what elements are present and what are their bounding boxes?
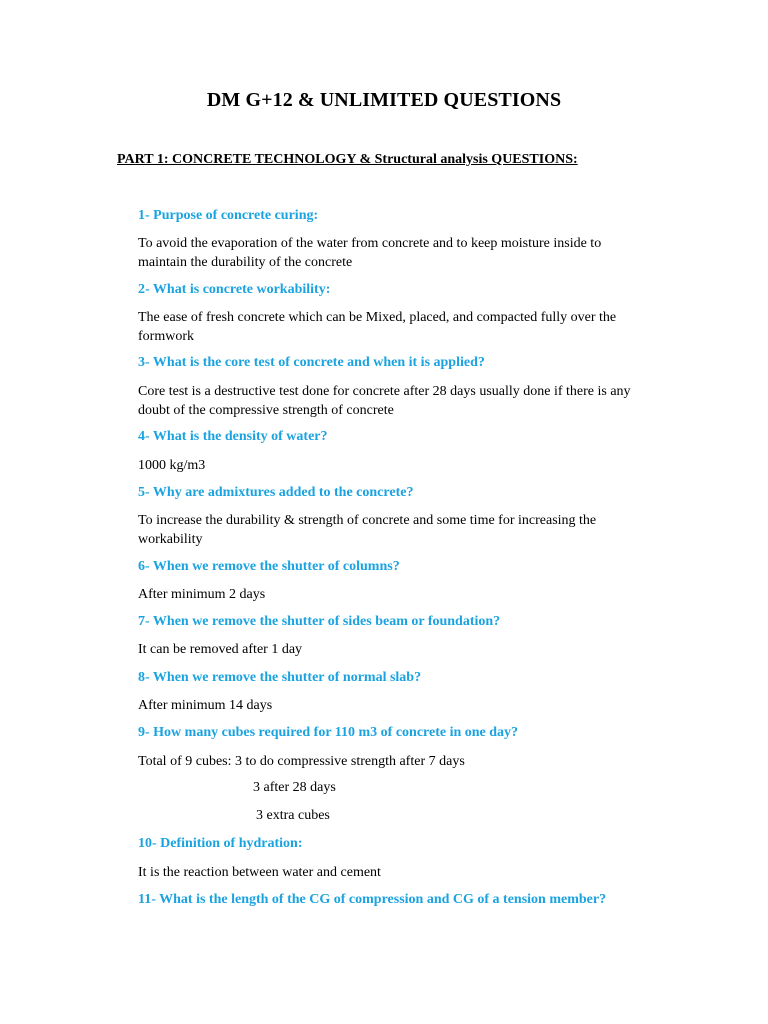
answer-10 <box>138 863 648 882</box>
answer-2 <box>138 308 648 346</box>
document-title: DM G+12 & UNLIMITED QUESTIONS <box>206 89 562 111</box>
question-5: 5- Why are admixtures added to the concrete? <box>138 485 414 500</box>
question-1: 1- Purpose of concrete curing: <box>138 208 319 223</box>
answer-line: It can be removed after 1 day <box>138 642 303 657</box>
answer-9-extra-line: 3 after 28 days <box>253 780 336 795</box>
answer-line: It is the reaction between water and cement <box>138 865 381 880</box>
answer-line: After minimum 14 days <box>138 698 273 713</box>
question-11: 11- What is the length of the CG of compression and CG of a tension member? <box>138 892 607 907</box>
question-9: 9- How many cubes required for 110 m3 of concrete in one day? <box>138 725 519 740</box>
answer-9 <box>138 752 648 771</box>
question-2: 2- What is concrete workability: <box>138 282 331 297</box>
answer-9-extra-line: 3 extra cubes <box>256 808 330 823</box>
answer-line: The ease of fresh concrete which can be Mixed, placed, and compacted fully over the <box>138 310 617 325</box>
answer-line: To avoid the evaporation of the water from concrete and to keep moisture inside to <box>138 236 602 251</box>
answer-line: doubt of the compressive strength of concrete <box>138 403 394 418</box>
question-3: 3- What is the core test of concrete and when it is applied? <box>138 355 485 370</box>
answer-6 <box>138 585 648 604</box>
answer-8 <box>138 696 648 715</box>
question-4: 4- What is the density of water? <box>138 429 328 444</box>
question-7: 7- When we remove the shutter of sides beam or foundation? <box>138 614 501 629</box>
answer-line: After minimum 2 days <box>138 587 266 602</box>
part-heading: PART 1: CONCRETE TECHNOLOGY & Structural analysis QUESTIONS: <box>117 152 578 167</box>
answer-7 <box>138 640 648 659</box>
question-6: 6- When we remove the shutter of columns? <box>138 559 400 574</box>
answer-3 <box>138 382 648 420</box>
answer-5 <box>138 511 648 549</box>
answer-line: Total of 9 cubes: 3 to do compressive strength after 7 days <box>138 754 465 769</box>
answer-line: 1000 kg/m3 <box>138 458 206 473</box>
answer-4 <box>138 456 648 475</box>
answer-line: Core test is a destructive test done for concrete after 28 days usually done if there is any <box>138 384 631 399</box>
question-8: 8- When we remove the shutter of normal slab? <box>138 670 422 685</box>
answer-line: formwork <box>138 329 194 344</box>
answer-line: maintain the durability of the concrete <box>138 255 353 270</box>
answer-1 <box>138 234 648 272</box>
question-10: 10- Definition of hydration: <box>138 836 303 851</box>
answer-line: To increase the durability & strength of concrete and some time for increasing the <box>138 513 597 528</box>
answer-line: workability <box>138 532 203 547</box>
